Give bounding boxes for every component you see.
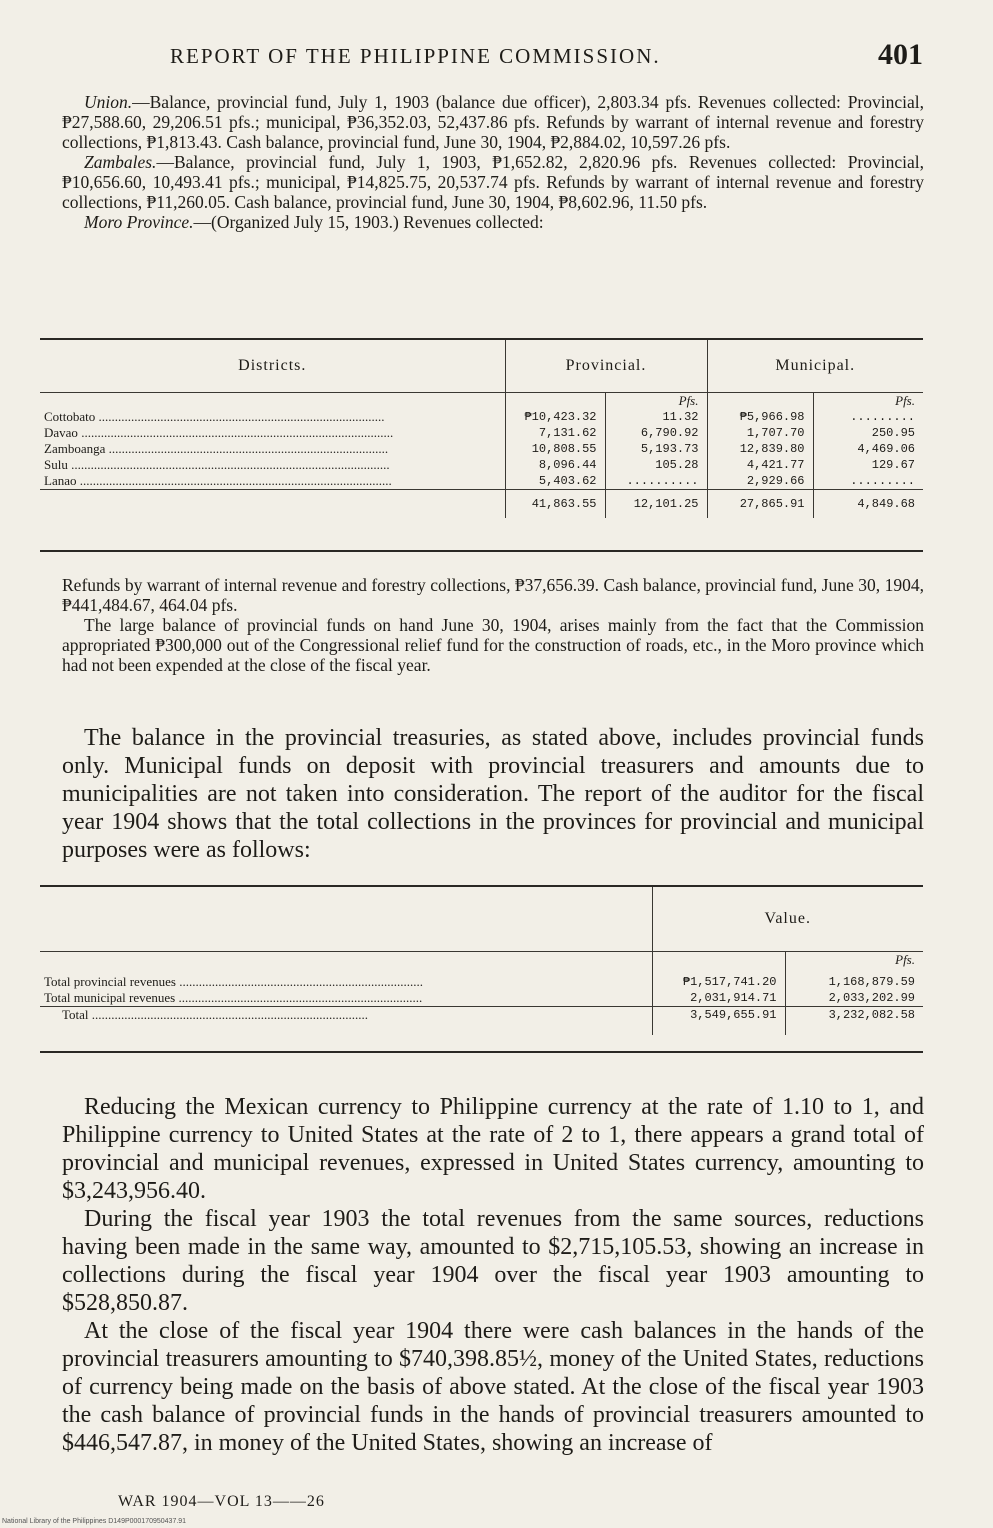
reducing-paragraph: Reducing the Mexican currency to Philippine currency at the rate of 1.10 to 1, and Philippine currency to United States at the rate of 2 to 1, there appears a grand total of provincial and municipal revenues, expressed in United States currency, amounting to $3,243,956.40. — [62, 1094, 924, 1204]
refunds-paragraph: Refunds by warrant of internal revenue and forestry collections, ₱37,656.39. Cash balance, provincial fund, June 30, 1904, ₱441,484.67, 464.04 pfs. — [62, 575, 924, 615]
treasuries-section — [62, 724, 924, 864]
table-row — [40, 409, 923, 425]
moro-text: —(Organized July 15, 1903.) Revenues collected: — [193, 212, 544, 232]
signature-mark: WAR 1904—VOL 13——26 — [118, 1493, 325, 1510]
revenue-label: Total municipal revenues ........................................................................... — [44, 990, 423, 1005]
value-pesos: ₱1,517,741.20 — [652, 974, 785, 990]
table-row — [40, 441, 923, 457]
union-text: —Balance, provincial fund, July 1, 1903 (balance due officer), 2,803.34 pfs. Revenues collected: Provincial, ₱27,588.60, 29,206.51 pfs.; municipal, ₱36,352.03, 52,437.86 pfs. Refunds by warrant of internal revenue and forestry collections, ₱1,813.43. Cash balance, provincial fund, June 30, 1904, ₱2,884.02, 10,597.26 pfs. — [62, 92, 924, 152]
prov-pfs: 5,193.73 — [605, 441, 707, 457]
total-mun-pesos: 27,865.91 — [707, 490, 813, 519]
prov-pfs: 105.28 — [605, 457, 707, 473]
total-prov-pfs: 12,101.25 — [605, 490, 707, 519]
totals-row — [40, 490, 923, 519]
moro-paragraph — [62, 212, 924, 232]
total-pesos: 3,549,655.91 — [652, 1007, 785, 1036]
moro-notes — [62, 575, 924, 675]
totals-row — [40, 1007, 923, 1036]
prov-pesos: 10,808.55 — [505, 441, 605, 457]
prov-pesos: 8,096.44 — [505, 457, 605, 473]
balance-treasuries-paragraph: The balance in the provincial treasuries, as stated above, includes provincial funds only. Municipal funds on deposit with provincial treasurers and amounts due to municipalities are not taken into consideration. The report of the auditor for the fiscal year 1904 shows that the total collections in the provinces for provincial and municipal purposes were as follows: — [62, 725, 924, 863]
mun-pfs: 129.67 — [813, 457, 923, 473]
mun-pfs: ......... — [813, 409, 923, 425]
zambales-paragraph — [62, 152, 924, 212]
prov-pesos: 5,403.62 — [505, 473, 605, 490]
table-row — [40, 473, 923, 490]
union-label: Union. — [84, 92, 133, 112]
zambales-label: Zambales. — [84, 152, 157, 172]
pfs-unit: Pfs. — [785, 952, 923, 975]
prov-pfs: 11.32 — [605, 409, 707, 425]
table-row — [40, 974, 923, 990]
library-credit: National Library of the Philippines D149P000170950437.91 — [2, 1518, 187, 1525]
total-pfs: 3,232,082.58 — [785, 1007, 923, 1036]
mun-pesos: 1,707.70 — [707, 425, 813, 441]
moro-revenue-table — [40, 338, 923, 552]
prov-pfs-unit: Pfs. — [605, 393, 707, 410]
district-name: Davao ................................................................................................ — [44, 425, 394, 440]
union-paragraph — [62, 92, 924, 152]
value-pfs: 1,168,879.59 — [785, 974, 923, 990]
total-prov-pesos: 41,863.55 — [505, 490, 605, 519]
value-pesos: 2,031,914.71 — [652, 990, 785, 1007]
mun-pesos: 4,421.77 — [707, 457, 813, 473]
prov-pfs: 6,790.92 — [605, 425, 707, 441]
district-name: Cottobato ........................................................................................ — [44, 409, 385, 424]
mun-pesos: ₱5,966.98 — [707, 409, 813, 425]
mun-pfs: ......... — [813, 473, 923, 490]
mun-pfs-unit: Pfs. — [813, 393, 923, 410]
prov-pfs: .......... — [605, 473, 707, 490]
running-title: REPORT OF THE PHILIPPINE COMMISSION. — [170, 44, 661, 68]
prov-pesos: ₱10,423.32 — [505, 409, 605, 425]
mun-pesos: 2,929.66 — [707, 473, 813, 490]
total-label: Total ..................................................................................... — [40, 1007, 652, 1036]
blank-header — [40, 886, 652, 952]
page-number: 401 — [878, 38, 923, 71]
total-mun-pfs: 4,849.68 — [813, 490, 923, 519]
summary-section — [62, 1093, 924, 1457]
moro-label: Moro Province. — [84, 212, 194, 232]
close-1904-paragraph: At the close of the fiscal year 1904 there were cash balances in the hands of the provincial treasurers amounting to $740,398.85½, money of the United States, reductions of currency being made on the basis of above stated. At the close of the fiscal year 1903 the cash balance of provincial funds in the hands of provincial treasurers amounted to $446,547.87, in money of the United States, showing an increase of — [62, 1318, 924, 1456]
provincial-header: Provincial. — [505, 339, 707, 393]
revenue-label: Total provincial revenues ........................................................................... — [44, 974, 423, 989]
district-name: Sulu .................................................................................................. — [44, 457, 390, 472]
value-header: Value. — [652, 886, 923, 952]
district-name: Zamboanga ...................................................................................... — [44, 441, 389, 456]
running-header — [60, 38, 923, 78]
prov-pesos: 7,131.62 — [505, 425, 605, 441]
value-pfs: 2,033,202.99 — [785, 990, 923, 1007]
table-row — [40, 990, 923, 1007]
districts-header: Districts. — [40, 339, 505, 393]
total-collections-table — [40, 885, 923, 1053]
mun-pesos: 12,839.80 — [707, 441, 813, 457]
fiscal-1903-paragraph: During the fiscal year 1903 the total revenues from the same sources, reductions having been made in the same way, amounted to $2,715,105.53, showing an increase in collections during the fiscal year 1904 over the fiscal year 1903 amounting to $528,850.87. — [62, 1206, 924, 1316]
district-name: Lanao ................................................................................................ — [44, 473, 392, 488]
large-balance-paragraph: The large balance of provincial funds on hand June 30, 1904, arises mainly from the fact that the Commission appropriated ₱300,000 out of the Congressional relief fund for the construction of roads, etc., in the Moro province which had not been expended at the close of the fiscal year. — [62, 615, 924, 675]
zambales-text: —Balance, provincial fund, July 1, 1903, ₱1,652.82, 2,820.96 pfs. Revenues collected: Provincial, ₱10,656.60, 10,493.41 pfs.; municipal, ₱14,825.75, 20,537.74 pfs. Refunds by warrant of internal revenue and forestry collections, ₱11,260.05. Cash balance, provincial fund, June 30, 1904, ₱8,602.96, 11.50 pfs. — [62, 152, 924, 212]
mun-pfs: 250.95 — [813, 425, 923, 441]
municipal-header: Municipal. — [707, 339, 923, 393]
table-row — [40, 425, 923, 441]
province-paragraphs — [62, 92, 924, 232]
table-row — [40, 457, 923, 473]
mun-pfs: 4,469.06 — [813, 441, 923, 457]
